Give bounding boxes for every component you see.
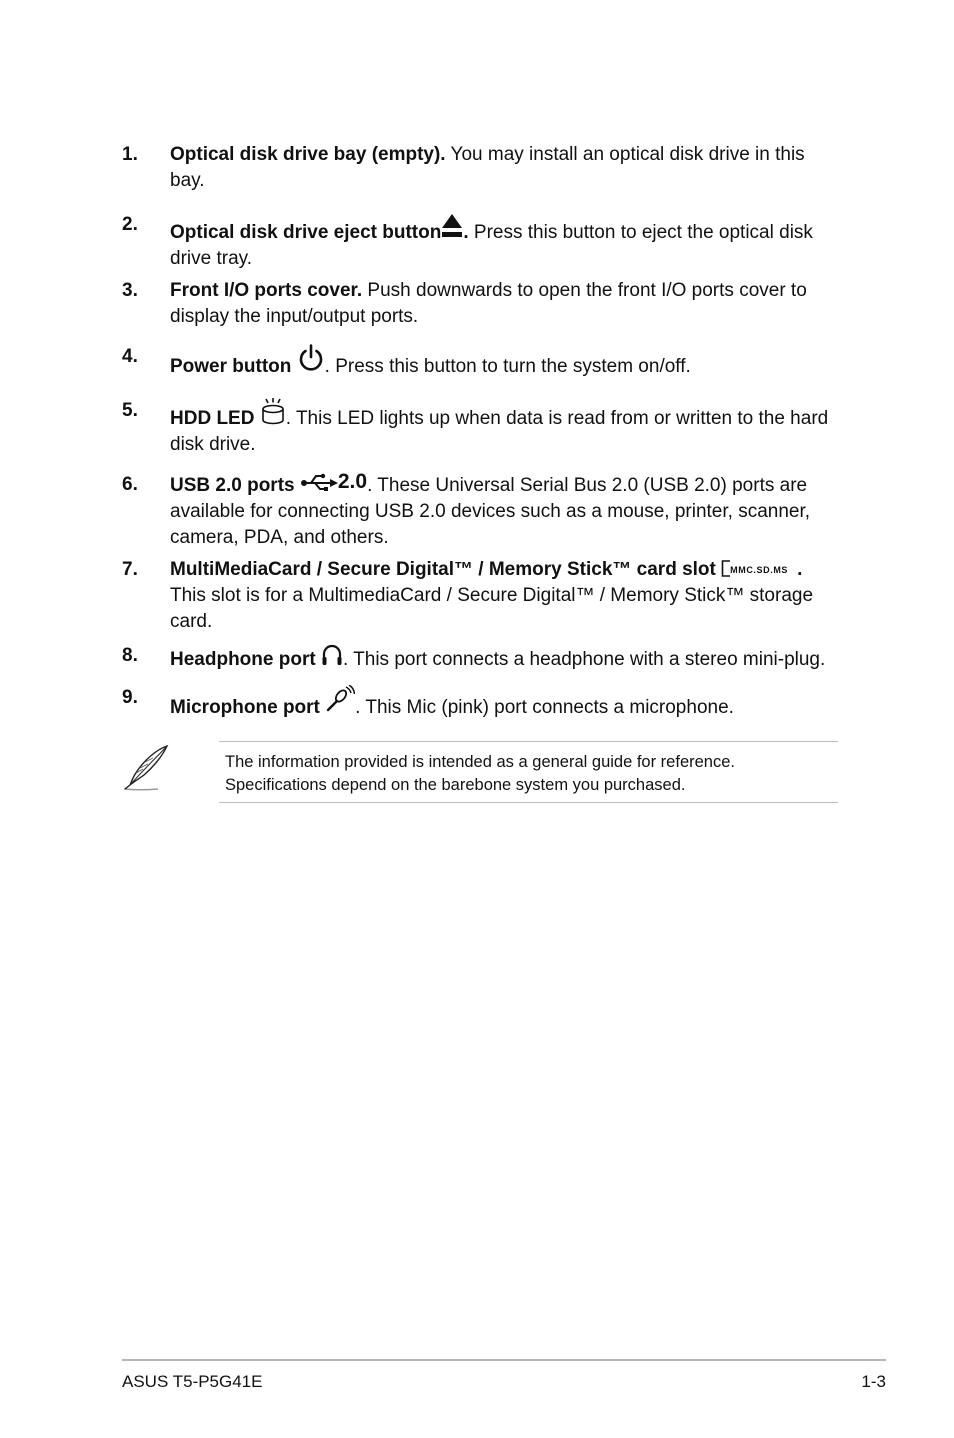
usb-version-label: 2.0	[337, 470, 368, 493]
footer-product-name: ASUS T5-P5G41E	[122, 1372, 263, 1391]
pen-icon	[122, 743, 172, 793]
list-item	[122, 643, 838, 673]
item-number: 9.	[122, 687, 138, 708]
item-text: You may install an optical disk drive in this bay.	[170, 144, 805, 191]
item-title: Headphone port	[170, 649, 316, 670]
microphone-icon	[325, 685, 355, 713]
note-line: The information provided is intended as a general guide for reference.	[225, 753, 735, 771]
list-item	[122, 557, 838, 635]
power-icon	[297, 344, 325, 374]
list-item	[122, 344, 838, 380]
hdd-led-icon	[260, 398, 286, 426]
component-list	[122, 142, 838, 721]
list-item	[122, 398, 838, 458]
item-number: 5.	[122, 400, 138, 421]
item-title: Optical disk drive eject button	[170, 222, 442, 243]
card-slot-icon-label: MMC.SD.MS	[730, 565, 789, 575]
item-text: . This port connects a headphone with a stereo mini-plug.	[342, 649, 826, 670]
item-title: Power button	[170, 356, 292, 377]
item-title-end: .	[797, 559, 803, 580]
note-line: Specifications depend on the barebone system you purchased.	[225, 776, 686, 794]
item-number: 3.	[122, 280, 138, 301]
list-item	[122, 142, 838, 194]
eject-icon	[441, 212, 463, 242]
item-title: Front I/O ports cover.	[170, 280, 363, 301]
item-text: Push downwards to open the front I/O ports cover to display the input/output ports.	[170, 280, 807, 327]
item-number: 4.	[122, 346, 138, 367]
item-title: MultiMediaCard / Secure Digital™ / Memory Stick™ card slot	[170, 559, 716, 580]
item-text: . These Universal Serial Bus 2.0 (USB 2.0) ports are available for connecting USB 2.0 devices such as a mouse, printer, scanner, camera, PDA, and others.	[170, 475, 811, 548]
note-callout	[122, 741, 838, 805]
item-title: USB 2.0 ports	[170, 475, 295, 496]
item-title: Microphone port	[170, 697, 320, 718]
item-number: 8.	[122, 645, 138, 666]
list-item	[122, 278, 838, 330]
item-title: HDD LED	[170, 408, 255, 429]
list-item	[122, 685, 838, 721]
item-number: 6.	[122, 474, 138, 495]
item-number: 1.	[122, 144, 138, 165]
item-title-end: .	[463, 222, 469, 243]
item-text: . This Mic (pink) port connects a microphone.	[355, 697, 734, 718]
headphone-icon	[321, 643, 343, 667]
item-number: 7.	[122, 559, 138, 580]
note-text	[219, 741, 838, 803]
item-text: This slot is for a MultimediaCard / Secure Digital™ / Memory Stick™ storage card.	[170, 585, 814, 632]
item-title: Optical disk drive bay (empty).	[170, 144, 446, 165]
card-slot-icon	[721, 559, 797, 579]
item-number: 2.	[122, 214, 138, 235]
usb-icon	[300, 473, 338, 493]
list-item	[122, 472, 838, 551]
list-item	[122, 212, 838, 272]
footer-page-number: 1-3	[861, 1372, 886, 1391]
footer-divider	[122, 1359, 886, 1361]
item-text: . Press this button to turn the system on/off.	[324, 356, 691, 377]
item-text: Press this button to eject the optical disk drive tray.	[170, 222, 813, 269]
item-text: . This LED lights up when data is read from or written to the hard disk drive.	[170, 408, 829, 455]
